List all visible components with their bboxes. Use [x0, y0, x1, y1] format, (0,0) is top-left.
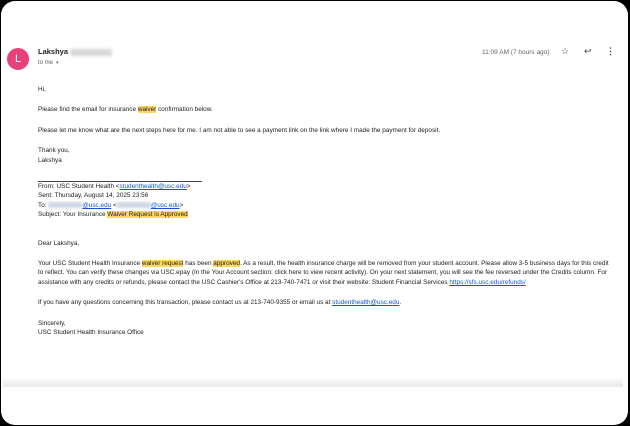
- sincerely: Sincerely,: [38, 319, 66, 327]
- reply-icon[interactable]: ↩: [584, 46, 592, 56]
- greeting: Hi,: [38, 86, 46, 93]
- approval-paragraph: Your USC Student Health Insurance waiver request has been approved. As a result, the health insurance charge will be removed from your student account. Please allow 3-5 business days for this credit to reflect. You can verify these changes via USC.epay (In the Your Account section: click here to view recent activity). On your next statement, you will see the fee reversed under the Credits column. For assistance with any credits or refunds, please contact the USC Cashier's Office at 213-740-7471 or visit their website: Student Financial Services https://sfs.usc.edu/refunds/: [38, 260, 609, 286]
- to-email-link-2[interactable]: @usc.edu: [150, 201, 180, 209]
- email-body: [38, 85, 618, 338]
- forward-subject: Subject: Your Insurance Waiver Request is Approved: [38, 211, 188, 219]
- sender-name[interactable]: [38, 47, 112, 56]
- recipient-label: to me: [38, 60, 54, 66]
- body-line-1: Please find the email for insurance waiver confirmation below.: [38, 106, 213, 114]
- more-options-icon[interactable]: ⋮: [606, 46, 615, 56]
- search-highlight: waiver request: [141, 260, 184, 268]
- office-signature: USC Student Health Insurance Office: [38, 329, 144, 337]
- recipient-details-toggle[interactable]: [38, 60, 59, 66]
- sender-avatar[interactable]: L: [7, 48, 29, 70]
- contact-paragraph: If you have any questions concerning this transaction, please contact us at 213-740-9355 or email us at studenthealth@usc.edu.: [38, 299, 402, 307]
- forward-to: To: @usc.edu < @usc.edu>: [38, 201, 184, 209]
- redacted-email: [48, 202, 82, 208]
- email-header: [1, 1, 628, 71]
- body-line-2: Please let me know what are the next steps here for me. I am not able to see a payment link on the link where I made the payment for deposit.: [38, 126, 441, 134]
- chevron-down-icon: ▾: [56, 60, 59, 66]
- contact-email-link[interactable]: studenthealth@usc.edu: [332, 299, 400, 307]
- forward-sent: Sent: Thursday, August 14, 2025 23:56: [38, 192, 149, 200]
- redacted-email: [117, 202, 151, 208]
- refunds-link[interactable]: https://sfs.usc.edu/refunds/: [449, 278, 526, 286]
- search-highlight: waiver: [137, 106, 157, 114]
- to-email-link[interactable]: @usc.edu: [82, 201, 112, 209]
- signature: Lakshya: [38, 156, 62, 164]
- closing: Thank you,: [38, 147, 70, 155]
- sender-first-name: Lakshya: [38, 47, 69, 56]
- redacted-last-name: [70, 49, 112, 56]
- star-icon[interactable]: ☆: [561, 46, 570, 56]
- search-highlight: approved: [213, 260, 240, 268]
- forward-from: From: USC Student Health <studenthealth@usc.edu>: [38, 183, 191, 191]
- message-bottom-divider: [3, 377, 623, 387]
- email-window: [1, 1, 628, 425]
- dear-line: Dear Lakshya,: [38, 239, 80, 247]
- search-highlight: Waiver Request is Approved: [107, 211, 188, 219]
- from-email-link[interactable]: studenthealth@usc.edu: [119, 183, 187, 191]
- timestamp: 11:09 AM (7 hours ago): [482, 49, 550, 56]
